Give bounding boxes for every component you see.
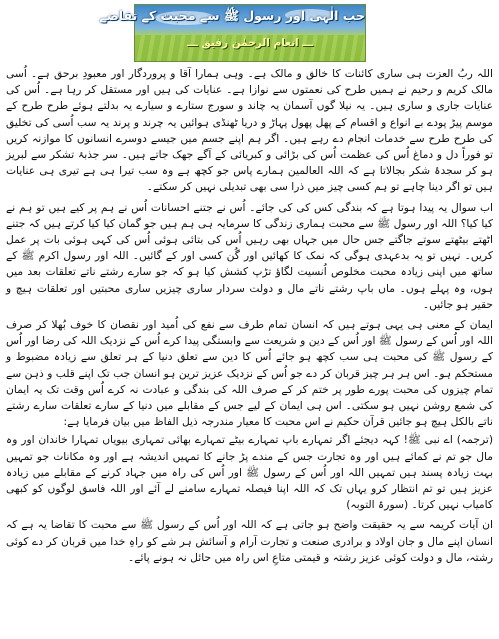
title-banner xyxy=(99,4,366,62)
paragraph: اب سوال یہ پیدا ہوتا ہے کہ بندگی کس کی کی جائے۔ اُس نے جتنے احسانات اُس نے ہم پر کیے ہیں تو ہم نے کیا کیا؟ اللہ اور رسول ﷺ سے محبت ہماری زندگی کا سرمایہ ہی ہم ہیں جو گمان کیا کیا کرتے ہیں کہ جتنے اٹھتے بیٹھتے سوتے جاگتے جس حال میں جہاں بھی رہیں اُس کی بتائی ہوئی اُس کی کہی ہوئی بات پر عمل کریں۔ نہیں تو یہ بدعہدی ہوگی کہ نمک کا کھائیں اور گُن کسی اور کے گائیں۔ اللہ اور رسول اکرم ﷺ کے ساتھ میں اپنی زیادہ محبت مخلوص اُنسیت لگاؤ تڑپ کشش کیا ہو کہ جو سارے رشتے ناتے تعلقات بعد میں ہوں، وہ پہلے ہوں۔ ماں باپ رشتے ناتے مال و دولت سردار ساری چیزیں ساری محبتیں اور تعلقات ہیچ و حقیر ہو جائیں۔ xyxy=(6,200,493,311)
paragraph: ان آیات کریمہ سے یہ حقیقت واضح ہو جاتی ہے کہ اللہ اور اُس کے رسول ﷺ سے محبت کا تقاضا یہ ہے کہ انسان اپنے مال و جان اولاد و برادری صنعت و تجارت آرام و آسائش ہر شے کو راہِ خدا میں قربان کر دے کوئی رشتہ، مال و دولت کوئی عزیز رشتہ و قیمتی متاعِ اس راہ میں حائل نہ ہونے پائے۔ xyxy=(6,518,493,564)
paragraph: ایمان کے معنی ہی یہی ہوتے ہیں کہ انسان تمام طرف سے نفع کی اُمید اور نقصان کا خوف بُھلا کر صرف اللہ اور اُس کے رسول ﷺ اور اُس کے دین و شریعت سے وابستگی پیدا کرے اُس کے نزدیک اللہ کی رضا اور اُس کے رسول ﷺ کی محبت ہی سب کچھ ہو جائے اُس کا دین سے تعلق دنیا کے ہر تعلق سے زیادہ مضبوط و مستحکم ہو۔ اس ہر ہر چیز قربان کر دے جو اُس کے نزدیک عزیز ترین ہو انسان جب تک اپنے قلب و ذہن سے تمام چیزوں کی محبت پورے طور پر ختم کر کے صرف اللہ کی بندگی و عبادت نہ کرے اُس وقت تک یہ ایمان کی شمع روشن نہیں ہو سکتی۔ اس ہی ایمان کے لیے جس کے مقابلے میں دنیا کے سارے تعلقات سارے رشتے ناتے بالکل ہیچ ہو جائیں قرآن حکیم نے اس محبت کا معیار مندرجہ ذیل الفاظ میں بیان فرمایا ہے: xyxy=(6,318,493,429)
quranic-translation-paragraph: (ترجمہ) اے نبی ﷺ! کہہ دیجئے اگر تمہارے باپ تمہارے بیٹے تمہارے بھائی تمہاری بیویاں تمہارا خاندان اور وہ مال جو تم نے کمائے ہیں اور وہ تجارت جس کے مندے پڑ جانے کا تمہیں اندیشہ ہے اور وہ مکانات جو تمہیں بہت زیادہ پسند ہیں تمہیں اللہ اور اُس کے رسول ﷺ اور اُس کی راہ میں جہاد کرنے کے مقابلے میں زیادہ عزیز ہیں تو تم انتظار کرو یہاں تک کہ اللہ اپنا فیصلہ تمہارے سامنے لے آئے اور اللہ فاسق لوگوں کو کبھی کامیاب نہیں کرتا۔ (سورۃ التوبہ) xyxy=(6,433,493,512)
article-body xyxy=(6,66,493,568)
paragraph: اللہ ربُ العزت ہی ساری کائنات کا خالق و مالک ہے۔ وہی ہمارا آقا و پروردگار اور معبودِ برحق ہے۔ اُسی مالک کریم و رحیم نے ہمیں طرح کی نعمتوں سے نوازا ہے۔ عنایات کی ہیں اور مستقل کر رہا ہے۔ اُس کی عنایات جاری و ساری ہیں۔ یہ نیلا گوں آسمان یہ چاند و سورج ستارے و سیارے یہ بدلتے ہوئے طرح طرح کے موسم پیڑ پودے بے انواع و اقسام کے پھل پھول پہاڑ و دریا ٹھنڈی ہوائیں یہ چرند و پرند یہ سب اُسی کی تخلیق کی طرح طرح سے خدمات انجام دے رہے ہیں۔ اگر ہم اپنے جسم میں جیسے دوسرے انسانوں کا موازنہ کریں تو فوراً دل و دماغ اُس کی عظمت اُس کی بڑائی و کبریائی کے آگے جھک جاتے ہیں۔ سر جذبۂ تشکر سے لبریز ہو کر سجدۂ شکر بجالاتا ہے کہ اللہ العالمین ہمارے پاس جو کچھ ہے وہ سب تیرا ہی ہے تیری ہی عنایات ہیں تو اگر دینا چاہے تو ہم کسی چیز میں ذرا سی بھی تبدیلی نہیں کر سکتے۔ xyxy=(6,67,493,194)
article-author: ـــ انعام الرحمٰن رفیق ـــ xyxy=(186,37,314,49)
article-title: حب الٰہی اور رسول ﷺ سے محبت کے تقاضے xyxy=(99,8,365,23)
